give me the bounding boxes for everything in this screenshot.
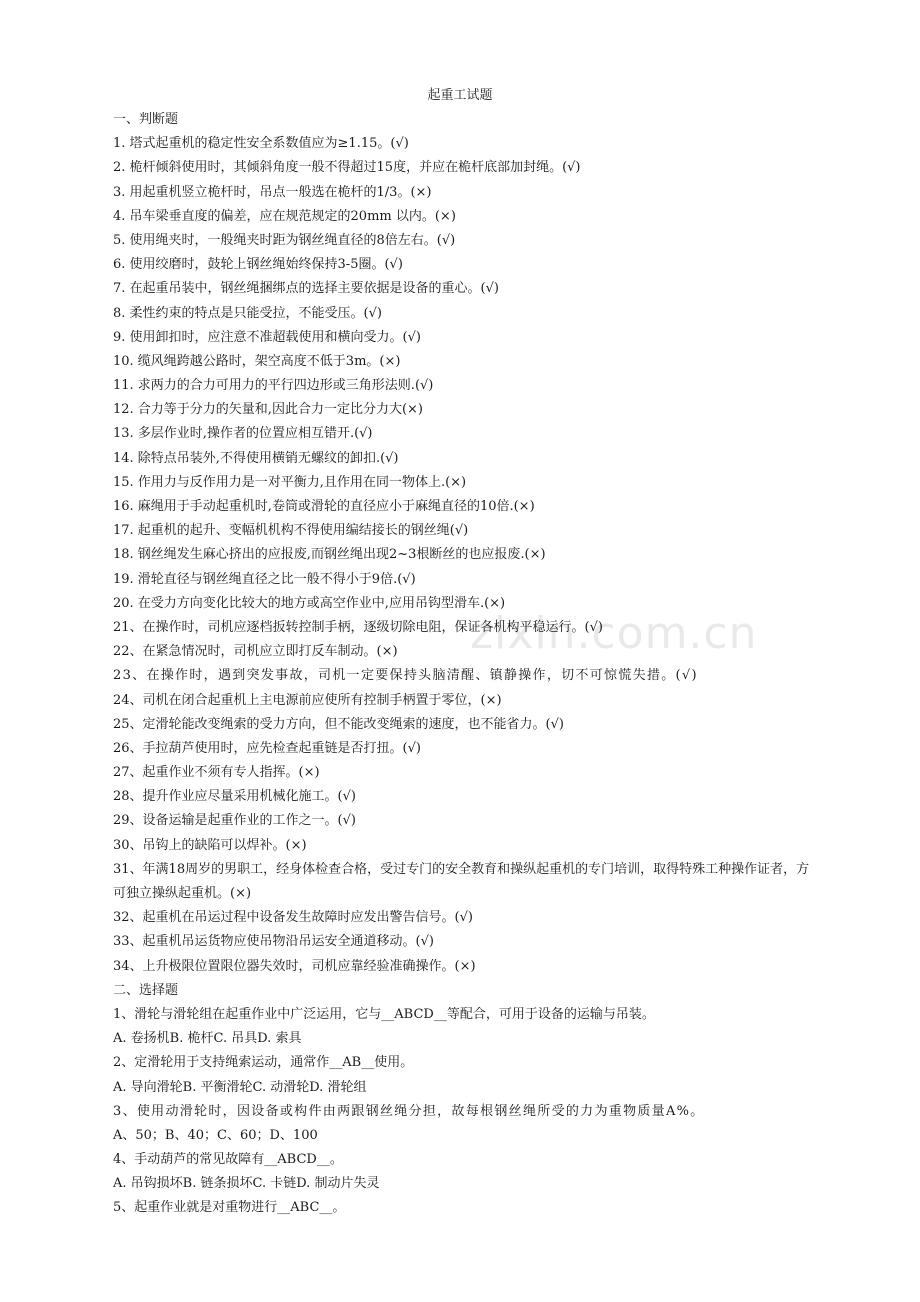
- question-line: 3、使用动滑轮时，因设备或构件由两跟钢丝绳分担，故每根钢丝绳所受的力为重物质量A%。: [113, 1103, 705, 1119]
- question-line: 2. 桅杆倾斜使用时，其倾斜角度一般不得超过15度，并应在桅杆底部加封绳。(√): [113, 160, 581, 176]
- question-line: 33、起重机吊运货物应使吊物沿吊运安全通道移动。(√): [113, 934, 434, 950]
- question-line: 29、设备运输是起重作业的工作之一。(√): [113, 813, 356, 829]
- question-line: 31、年满18周岁的男职工，经身体检查合格，受过专门的安全教育和操纵起重机的专门培训，取得特殊工种操作证者，方可独立操纵起重机。(×): [113, 861, 810, 902]
- question-line: 1、滑轮与滑轮组在起重作业中广泛运用，它与__ABCD__等配合，可用于设备的运输与吊装。: [113, 1006, 655, 1022]
- question-line: 26、手拉葫芦使用时，应先检查起重链是否打扭。(√): [113, 740, 421, 756]
- question-line: 23、在操作时，遇到突发事故，司机一定要保持头脑清醒、镇静操作，切不可惊慌失措。(√): [113, 668, 698, 684]
- section-heading-multiple-choice: 二、选择题: [113, 982, 179, 998]
- question-line: A. 卷扬机B. 桅杆C. 吊具D. 索具: [113, 1031, 302, 1047]
- question-line: 5、起重作业就是对重物进行__ABC__。: [113, 1200, 346, 1216]
- question-line: 2、定滑轮用于支持绳索运动，通常作__AB__使用。: [113, 1055, 414, 1071]
- question-line: 22、在紧急情况时，司机应立即打反车制动。(×): [113, 644, 398, 660]
- question-line: 7. 在起重吊装中，钢丝绳捆绑点的选择主要依据是设备的重心。(√): [113, 281, 499, 297]
- multiple-choice-question-list: [113, 1003, 813, 1221]
- question-line: A、50；B、40；C、60；D、100: [113, 1127, 318, 1143]
- question-line: 4. 吊车梁垂直度的偏差，应在规范规定的20mm 以内。(×): [113, 208, 456, 224]
- question-line: A. 导向滑轮B. 平衡滑轮C. 动滑轮D. 滑轮组: [113, 1079, 367, 1095]
- question-line: 3. 用起重机竖立桅杆时，吊点一般选在桅杆的1/3。(×): [113, 184, 432, 200]
- question-line: 16. 麻绳用于手动起重机时,卷筒或滑轮的直径应小于麻绳直径的10倍.(×): [113, 499, 535, 514]
- question-line: 5. 使用绳夹时，一般绳夹时距为钢丝绳直径的8倍左右。(√): [113, 232, 456, 248]
- question-line: 20. 在受力方向变化比较大的地方或高空作业中,应用吊钩型滑车.(×): [113, 595, 506, 611]
- question-line: 25、定滑轮能改变绳索的受力方向，但不能改变绳索的速度，也不能省力。(√): [113, 716, 564, 732]
- question-line: 11. 求两力的合力可用力的平行四边形或三角形法则.(√): [113, 378, 434, 394]
- question-line: 15. 作用力与反作用力是一对平衡力,且作用在同一物体上.(×): [113, 474, 467, 490]
- question-line: 12. 合力等于分力的矢量和,因此合力一定比分力大(×): [113, 402, 423, 418]
- question-line: 10. 缆风绳跨越公路时，架空高度不低于3m。(×): [113, 353, 401, 369]
- question-line: 19. 滑轮直径与钢丝绳直径之比一般不得小于9倍.(√): [113, 571, 416, 587]
- question-line: 21、在操作时，司机应逐档扳转控制手柄，逐级切除电阻，保证各机构平稳运行。(√): [113, 619, 603, 635]
- document-body: [113, 108, 813, 1221]
- question-line: 6. 使用绞磨时，鼓轮上钢丝绳始终保持3-5圈。(√): [113, 257, 403, 273]
- question-line: 18. 钢丝绳发生麻心挤出的应报废,而钢丝绳出现2~3根断丝的也应报废.(×): [113, 547, 546, 563]
- question-line: 9. 使用卸扣时，应注意不准超载使用和横向受力。(√): [113, 329, 421, 345]
- question-line: 4、手动葫芦的常见故障有__ABCD__。: [113, 1152, 343, 1168]
- question-line: 13. 多层作业时,操作者的位置应相互错开.(√): [113, 426, 373, 442]
- question-line: 27、起重作业不须有专人指挥。(×): [113, 765, 320, 781]
- question-line: 28、提升作业应尽量采用机械化施工。(√): [113, 789, 356, 805]
- question-line: 24、司机在闭合起重机上主电源前应使所有控制手柄置于零位，(×): [113, 692, 502, 708]
- question-line: 17. 起重机的起升、变幅机机构不得使用编结接长的钢丝绳(√): [113, 523, 469, 539]
- question-line: 14. 除特点吊装外,不得使用横销无螺纹的卸扣.(√): [113, 450, 399, 466]
- watermark: zixin.com.cn: [470, 608, 758, 659]
- true-false-question-list: [113, 132, 813, 979]
- question-line: 8. 柔性约束的特点是只能受拉，不能受压。(√): [113, 305, 382, 321]
- question-line: 1. 塔式起重机的稳定性安全系数值应为≥1.15。(√): [113, 136, 409, 152]
- question-line: 32、起重机在吊运过程中设备发生故障时应发出警告信号。(√): [113, 910, 473, 926]
- question-line: 34、上升极限位置限位器失效时，司机应靠经验准确操作。(×): [113, 958, 476, 974]
- section-heading-true-false: 一、判断题: [113, 112, 179, 127]
- question-line: 30、吊钩上的缺陷可以焊补。(×): [113, 837, 307, 853]
- document-title: 起重工试题: [427, 88, 493, 103]
- question-line: A. 吊钩损坏B. 链条损坏C. 卡链D. 制动片失灵: [113, 1176, 380, 1192]
